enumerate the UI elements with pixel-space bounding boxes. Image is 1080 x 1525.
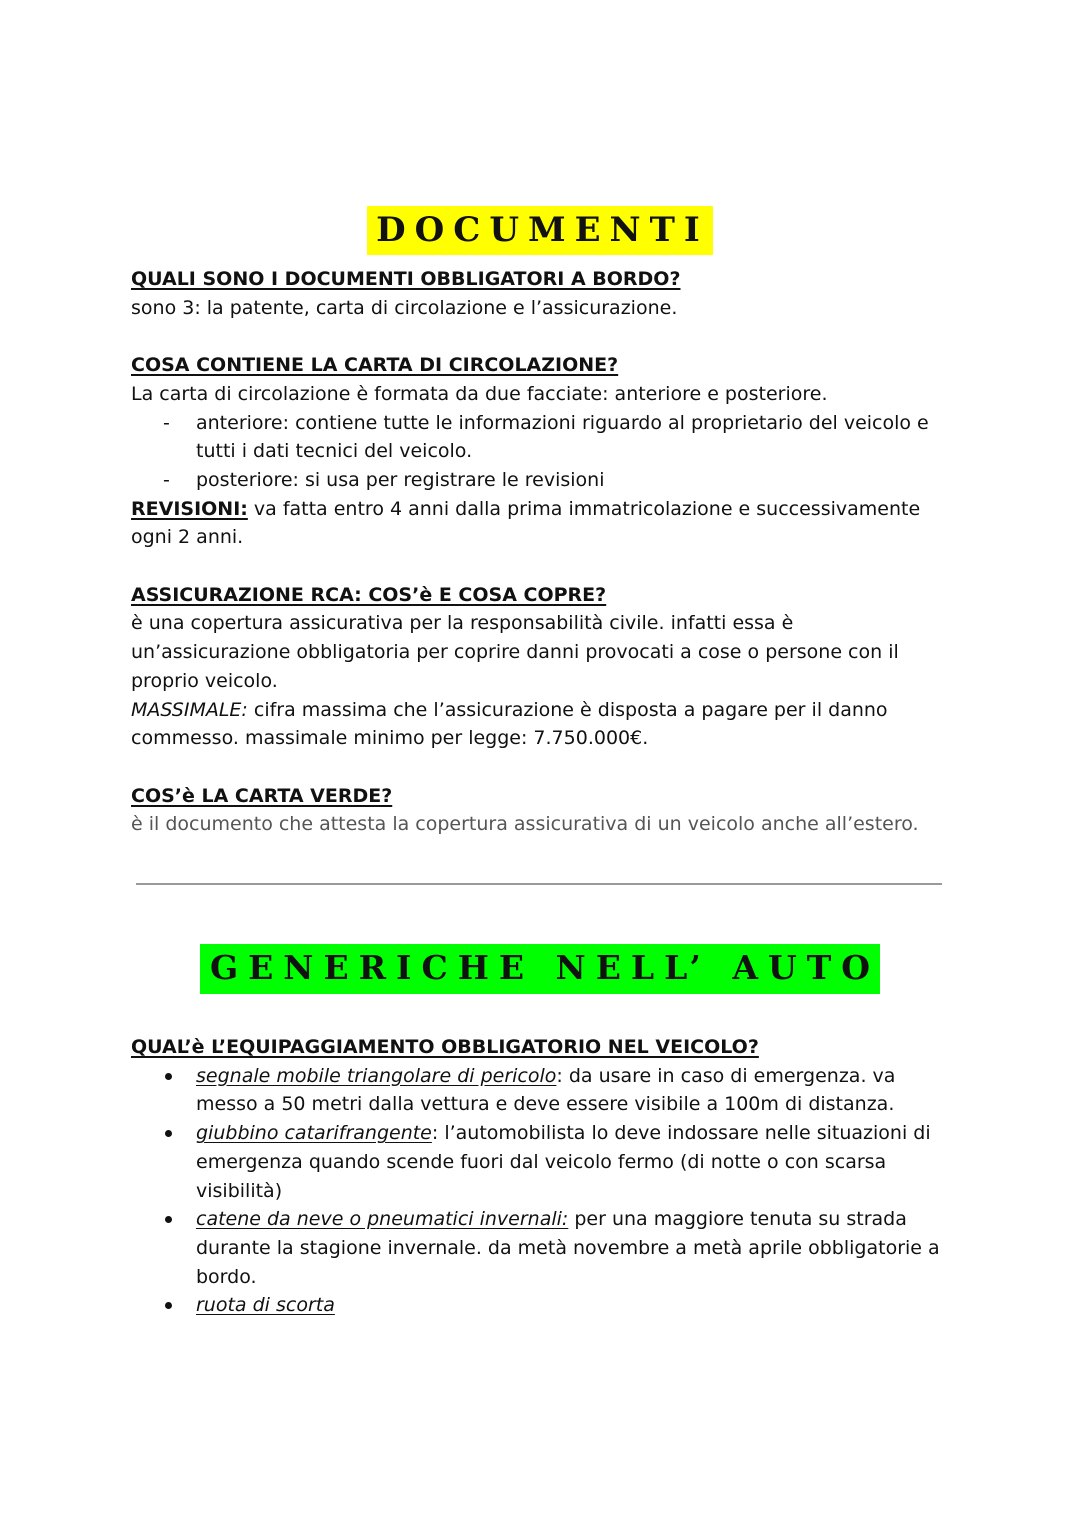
bullet-icon [165, 1073, 172, 1080]
list-item: - anteriore: contiene tutte le informazioni riguardo al proprietario del veicolo e tutti i dati tecnici del veicolo. [131, 409, 951, 466]
revisioni-paragraph [131, 495, 951, 552]
list-item: - posteriore: si usa per registrare le revisioni [131, 466, 951, 495]
item-term: segnale mobile triangolare di pericolo [196, 1064, 557, 1087]
item-text: per una maggiore tenuta su strada durante la stagione invernale. da metà novembre a metà aprile obbligatorie a bordo. [196, 1208, 940, 1288]
section-title-documenti: DOCUMENTI [367, 206, 713, 255]
bullet-icon [165, 1130, 172, 1137]
massimale-label: MASSIMALE: [131, 698, 248, 721]
revisioni-text: va fatta entro 4 anni dalla prima immatricolazione e successivamente ogni 2 anni. [131, 497, 921, 549]
question-heading: COS’è LA CARTA VERDE? [131, 784, 393, 807]
section-documenti-body [131, 265, 951, 839]
bullet-icon [165, 1216, 172, 1223]
answer-text: sono 3: la patente, carta di circolazione e l’assicurazione. [131, 296, 678, 319]
horizontal-divider [136, 883, 942, 885]
item-term: catene da neve o pneumatici invernali: [196, 1208, 569, 1231]
massimale-text: cifra massima che l’assicurazione è disposta a pagare per il danno commesso. massimale minimo per legge: 7.750.000€. [131, 698, 888, 750]
list-item [131, 1205, 951, 1291]
answer-text: La carta di circolazione è formata da due facciate: anteriore e posteriore. [131, 382, 828, 405]
section-generiche-title-wrap [0, 944, 1080, 994]
section-generiche-body [131, 1033, 951, 1320]
answer-text: è una copertura assicurativa per la responsabilità civile. infatti essa è un’assicurazione obbligatoria per coprire danni provocati a cose o persone con il proprio veicolo. [131, 612, 899, 692]
item-term: giubbino catarifrangente [196, 1122, 432, 1145]
bullet-icon [165, 1302, 172, 1309]
question-heading: COSA CONTIENE LA CARTA DI CIRCOLAZIONE? [131, 354, 619, 377]
question-heading: QUALI SONO I DOCUMENTI OBBLIGATORI A BORDO? [131, 268, 681, 290]
item-text: : da usare in caso di emergenza. va messo a 50 metri dalla vettura e deve essere visibile a 100m di distanza. [196, 1064, 896, 1116]
question-heading: ASSICURAZIONE RCA: COS’è E COSA COPRE? [131, 583, 607, 606]
massimale-paragraph [131, 696, 951, 753]
list-item [131, 1062, 951, 1119]
section-documenti-title-wrap [0, 206, 1080, 255]
bullet-list [131, 1062, 951, 1320]
item-term: ruota di scorta [196, 1294, 335, 1317]
list-item [131, 1291, 951, 1320]
list-item [131, 1119, 951, 1205]
answer-text: è il documento che attesta la copertura assicurativa di un veicolo anche all’estero. [131, 813, 919, 836]
item-text: : l’automobilista lo deve indossare nelle situazioni di emergenza quando scende fuori dal veicolo fermo (di notte o con scarsa visibilità) [196, 1122, 931, 1202]
question-heading: QUAL’è L’EQUIPAGGIAMENTO OBBLIGATORIO NEL VEICOLO? [131, 1036, 759, 1058]
revisioni-label: REVISIONI: [131, 497, 248, 520]
dash-list [131, 409, 951, 495]
section-title-generiche: GENERICHE NELL’ AUTO [200, 944, 880, 994]
